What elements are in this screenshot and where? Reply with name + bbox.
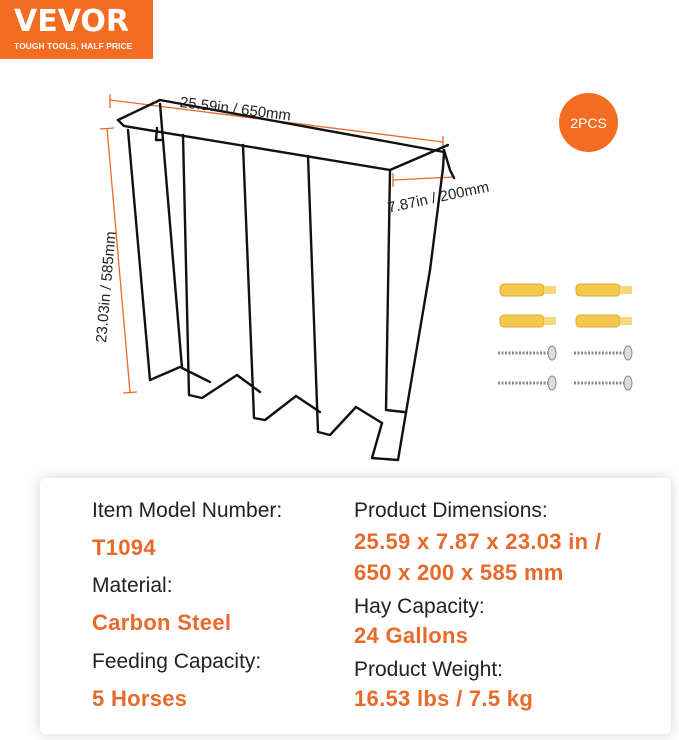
- wire-rack: [118, 100, 454, 460]
- width-dimension-label: 25.59in / 650mm: [178, 94, 292, 125]
- feeding-capacity-value: 5 Horses: [92, 686, 188, 711]
- depth-dimension-label: 7.87in / 200mm: [386, 178, 491, 217]
- screw-icon: [498, 346, 632, 390]
- dimensions-value-mm: 650 x 200 x 585 mm: [354, 560, 564, 585]
- dimensions-value-in: 25.59 x 7.87 x 23.03 in /: [354, 529, 602, 554]
- depth-dimension-line: [393, 177, 455, 180]
- material-label: Material:: [92, 574, 173, 597]
- hay-capacity-value: 24 Gallons: [354, 623, 469, 648]
- dimension-lines: [100, 94, 455, 393]
- wall-anchor-icon: [500, 284, 632, 327]
- brand-tagline: TOUGH TOOLS, HALF PRICE: [14, 41, 133, 51]
- model-value: T1094: [92, 535, 156, 560]
- height-dimension-label: 23.03in / 585mm: [93, 230, 120, 344]
- specs-card: [40, 478, 671, 734]
- dimensions-label: Product Dimensions:: [354, 499, 548, 522]
- hay-capacity-label: Hay Capacity:: [354, 595, 485, 618]
- feeding-capacity-label: Feeding Capacity:: [92, 650, 262, 673]
- material-value: Carbon Steel: [92, 610, 232, 635]
- quantity-badge: 2PCS: [559, 93, 618, 152]
- weight-label: Product Weight:: [354, 658, 504, 681]
- weight-value: 16.53 lbs / 7.5 kg: [354, 686, 534, 711]
- model-label: Item Model Number:: [92, 499, 283, 522]
- brand-name: VEVOR: [14, 4, 130, 39]
